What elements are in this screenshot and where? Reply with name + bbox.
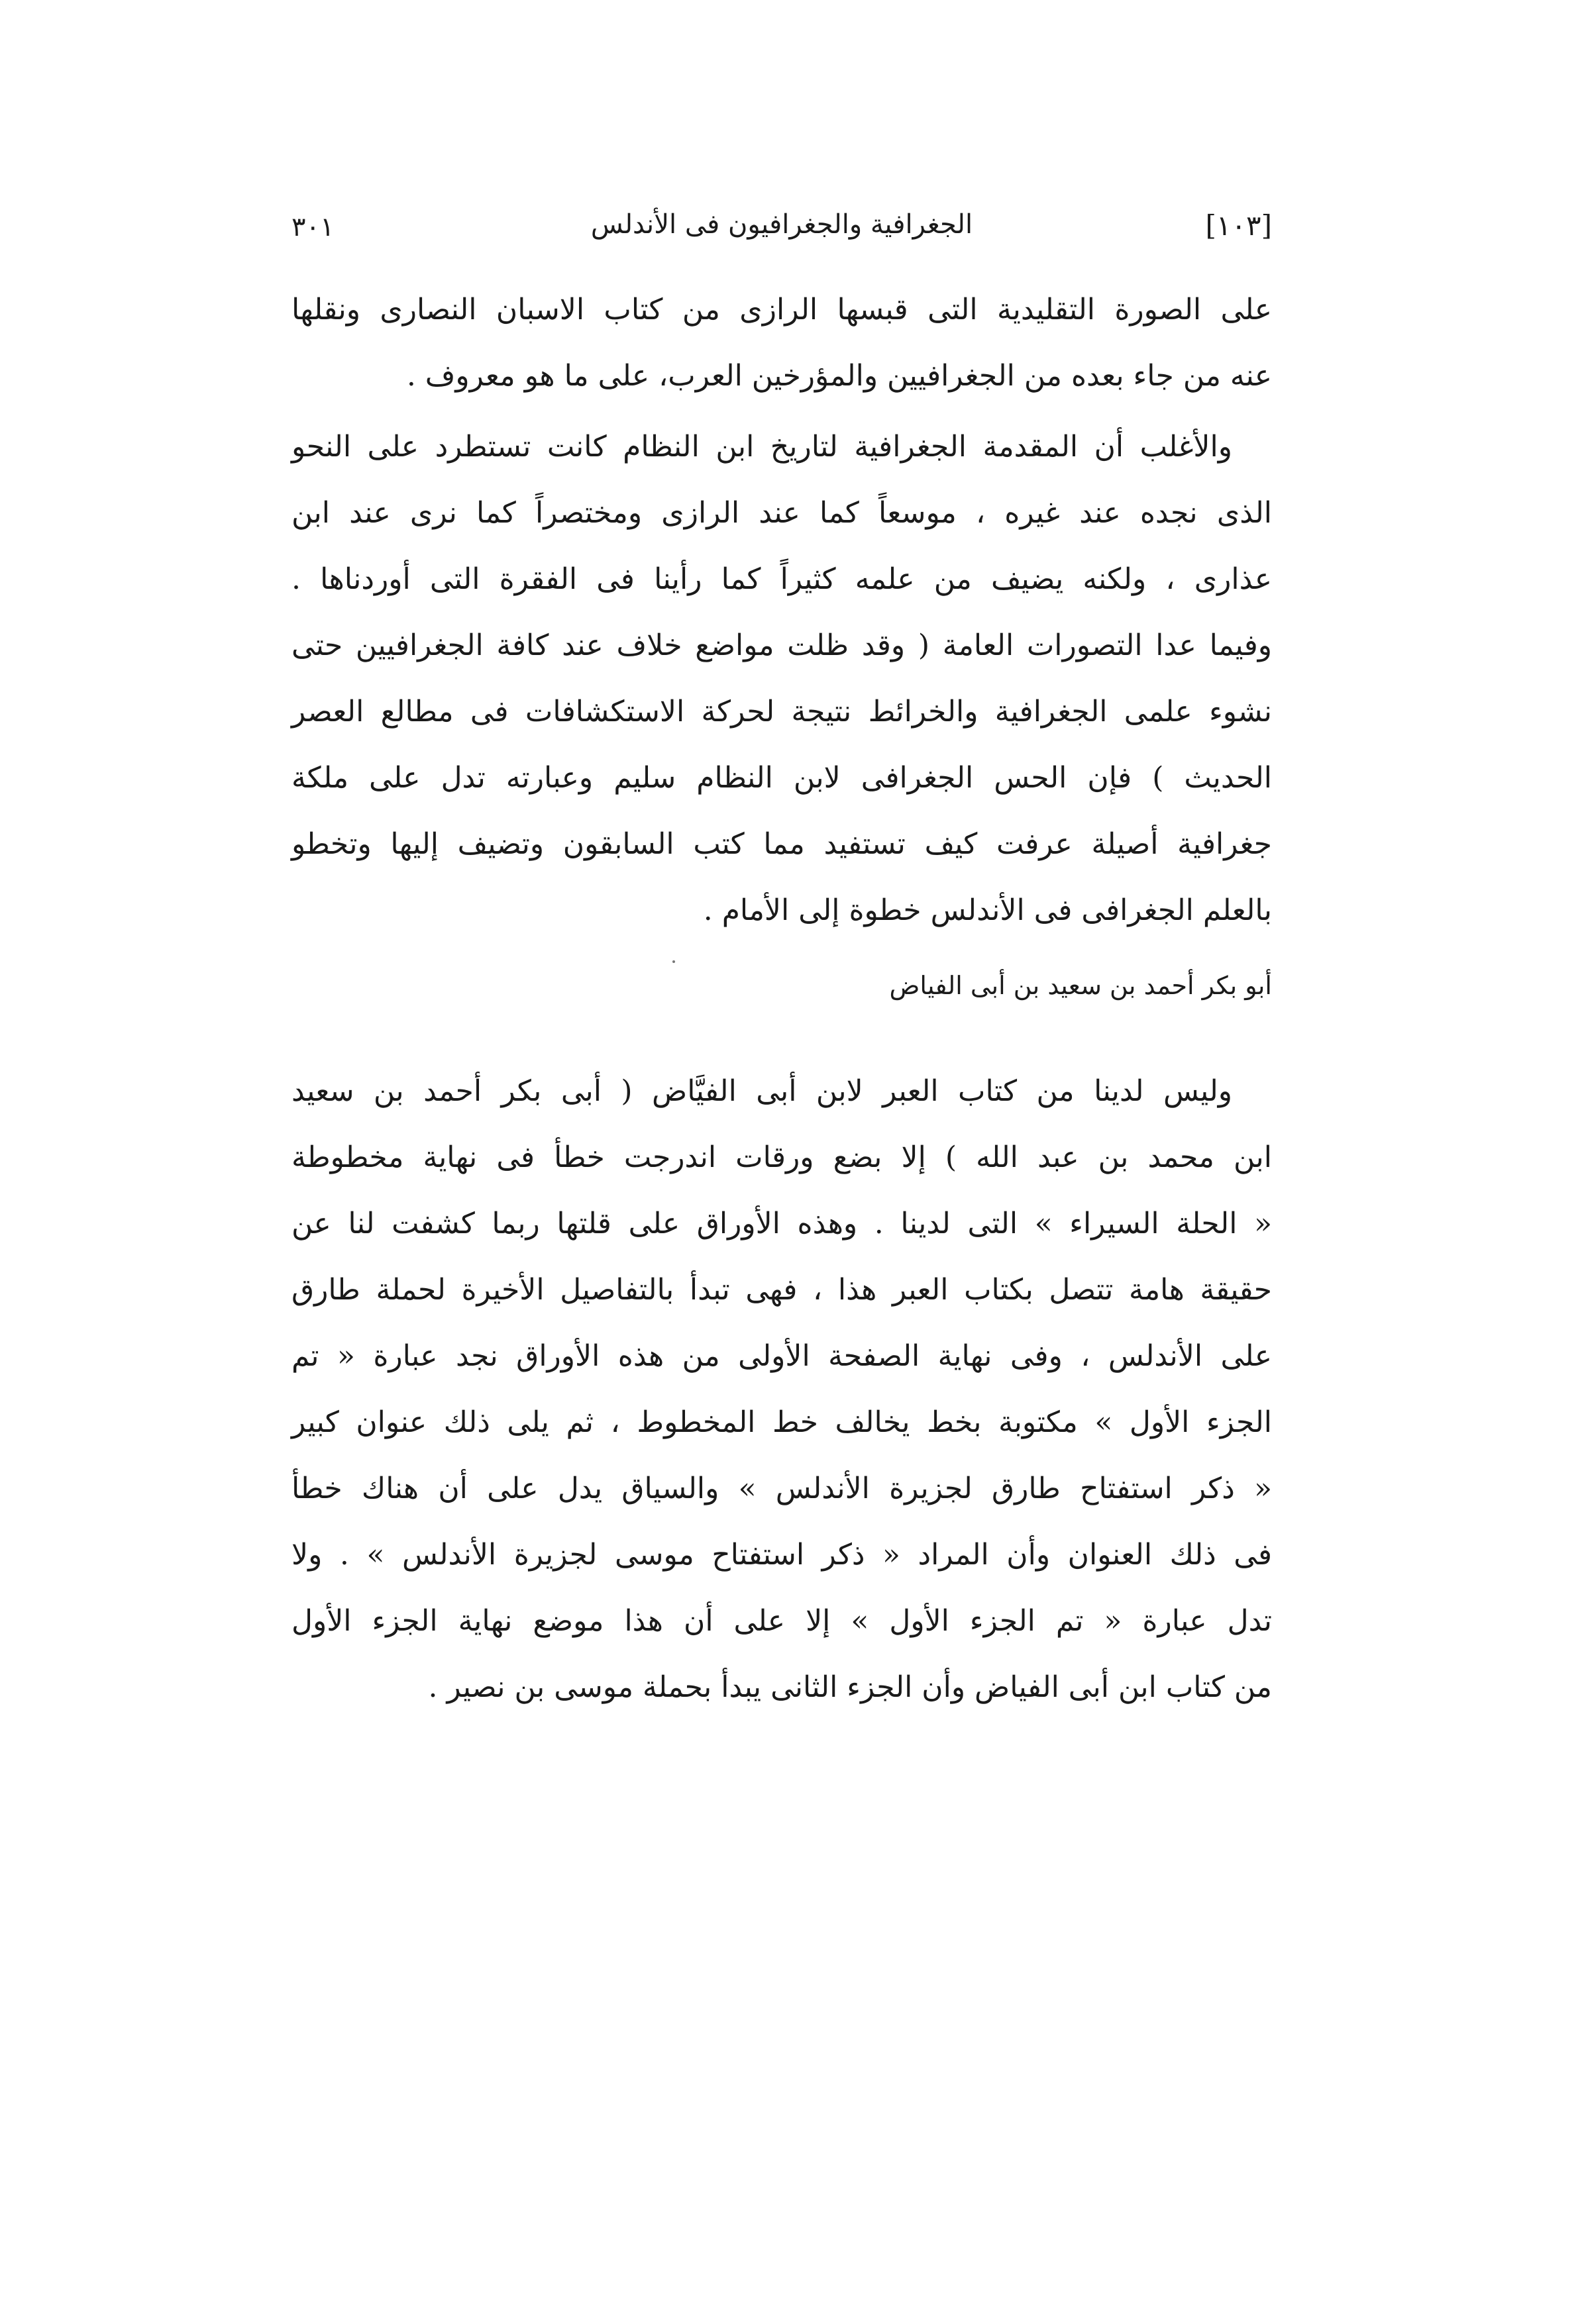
text-line: نشوء علمى الجغرافية والخرائط نتيجة لحركة الاستكشافات فى مطالع العصر — [291, 695, 1272, 729]
text-line: فى ذلك العنوان وأن المراد « ذكر استفتاح موسى لجزيرة الأندلس » . ولا — [291, 1538, 1272, 1572]
text-line: على الصورة التقليدية التى قبسها الرازى من كتاب الاسبان النصارى ونقلها — [291, 293, 1272, 327]
text-line: تدل عبارة « تم الجزء الأول » إلا على أن هذا موضع نهاية الجزء الأول — [291, 1604, 1272, 1638]
section-subheading: أبو بكر أحمد بن سعيد بن أبى الفياض — [889, 971, 1272, 1000]
paragraph-ibn-abi-al-fayyad — [291, 1058, 1272, 1721]
text-line: حقيقة هامة تتصل بكتاب العبر هذا ، فهى تبدأ بالتفاصيل الأخيرة لحملة طارق — [291, 1273, 1272, 1307]
text-line: « ذكر استفتاح طارق لجزيرة الأندلس » والسياق يدل على أن هناك خطأ — [291, 1472, 1272, 1505]
ink-speck — [672, 960, 675, 963]
text-line: « الحلة السيراء » التى لدينا . وهذه الأوراق على قلتها ربما كشفت لنا عن — [291, 1207, 1272, 1240]
text-line: وليس لدينا من كتاب العبر لابن أبى الفيَّاض ( أبى بكر أحمد بن سعيد — [291, 1074, 1232, 1108]
text-line: الحديث ) فإن الحس الجغرافى لابن النظام سليم وعبارته تدل على ملكة — [291, 761, 1272, 795]
paragraph-continuation — [291, 277, 1272, 409]
running-title: الجغرافية والجغرافيون فى الأندلس — [590, 209, 973, 240]
text-line: الجزء الأول » مكتوبة بخط يخالف خط المخطوط ، ثم يلى ذلك عنوان كبير — [291, 1405, 1272, 1439]
text-line: عذارى ، ولكنه يضيف من علمه كثيراً كما رأينا فى الفقرة التى أوردناها . — [291, 562, 1272, 596]
section-number: [١٠٣] — [1205, 209, 1272, 242]
text-line: من كتاب ابن أبى الفياض وأن الجزء الثانى يبدأ بحملة موسى بن نصير . — [428, 1670, 1272, 1704]
text-line: الذى نجده عند غيره ، موسعاً كما عند الرازى ومختصراً كما نرى عند ابن — [291, 496, 1272, 530]
text-line: بالعلم الجغرافى فى الأندلس خطوة إلى الأمام . — [703, 893, 1272, 927]
paragraph-geographic-intro — [291, 414, 1272, 944]
text-line: على الأندلس ، وفى نهاية الصفحة الأولى من هذه الأوراق نجد عبارة « تم — [291, 1339, 1272, 1373]
page-number: ٣٠١ — [291, 212, 335, 242]
text-line: وفيما عدا التصورات العامة ( وقد ظلت مواضع خلاف عند كافة الجغرافيين حتى — [291, 629, 1272, 662]
text-line: والأغلب أن المقدمة الجغرافية لتاريخ ابن النظام كانت تستطرد على النحو — [291, 430, 1233, 464]
text-line: عنه من جاء بعده من الجغرافيين والمؤرخين العرب، على ما هو معروف . — [406, 359, 1272, 393]
text-line: جغرافية أصيلة عرفت كيف تستفيد مما كتب السابقون وتضيف إليها وتخطو — [291, 827, 1272, 861]
text-line: ابن محمد بن عبد الله ) إلا بضع ورقات اندرجت خطأ فى نهاية مخطوطة — [291, 1140, 1272, 1174]
page-header — [291, 205, 1272, 258]
